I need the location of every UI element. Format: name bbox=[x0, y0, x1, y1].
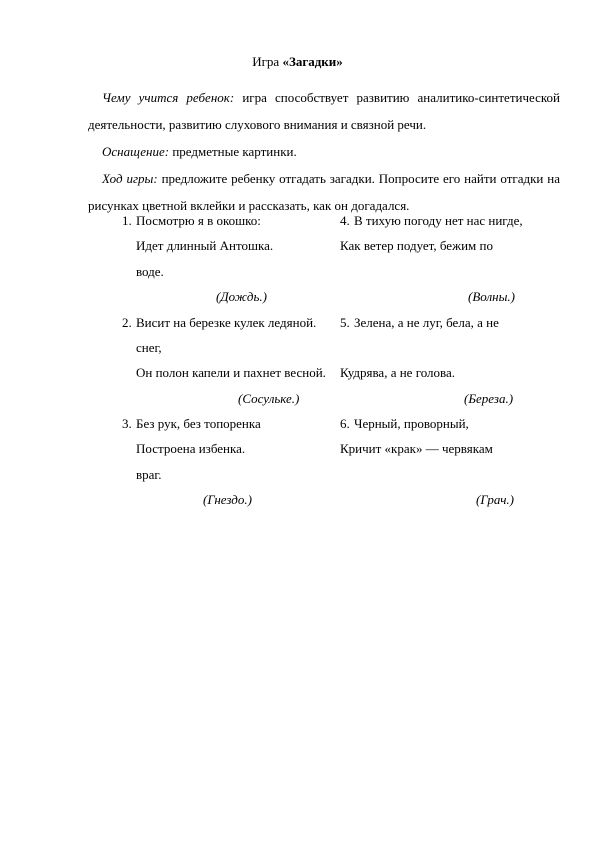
riddle-5-line-2: Кудрява, а не голова. bbox=[340, 365, 456, 380]
riddle-5-answer: (Береза.) bbox=[464, 391, 514, 406]
paragraph-goal-text: игра способствует развитию аналитико-синтетической деятельности, развитию слухового внимания и связной речи. bbox=[88, 90, 560, 132]
riddle-5-line-1: Зелена, а не луг, бела, а не bbox=[354, 315, 499, 330]
paragraph-equipment bbox=[88, 138, 560, 165]
riddle-1-line-3: воде. bbox=[136, 264, 164, 279]
riddle-6-line-1: Черный, проворный, bbox=[354, 416, 469, 431]
riddle-3-line-1: Без рук, без топоренка bbox=[136, 416, 261, 431]
riddle-2-line-2: снег, bbox=[136, 340, 162, 355]
riddle-2-answer: (Сосульке.) bbox=[238, 391, 300, 406]
riddle-1-answer: (Дождь.) bbox=[216, 289, 267, 304]
riddle-4-line-1: В тихую погоду нет нас нигде, bbox=[354, 213, 523, 228]
riddle-6-answer: (Грач.) bbox=[476, 492, 514, 507]
riddle-3-number: 3. bbox=[122, 416, 132, 431]
paragraph-goal bbox=[88, 84, 560, 138]
page-title bbox=[0, 54, 595, 70]
riddle-2-line-1: Висит на березке кулек ледяной. bbox=[136, 315, 317, 330]
riddle-4-answer: (Волны.) bbox=[468, 289, 515, 304]
riddle-5-number: 5. bbox=[340, 315, 350, 330]
riddle-6-line-2: Кричит «крак» — червякам bbox=[340, 441, 493, 456]
paragraph-procedure-text: предложите ребенку отгадать загадки. Попросите его найти отгадки на рисунках цветной вклейки и рассказать, как он догадался. bbox=[88, 171, 560, 213]
paragraph-procedure bbox=[88, 165, 560, 219]
paragraph-goal-label: Чему учится ребенок: bbox=[102, 90, 235, 105]
riddle-4-number: 4. bbox=[340, 213, 350, 228]
riddle-4-line-2: Как ветер подует, бежим по bbox=[340, 238, 493, 253]
riddle-1-line-1: Посмотрю я в окошко: bbox=[136, 213, 261, 228]
paragraph-equipment-text: предметные картинки. bbox=[172, 144, 297, 159]
riddle-1-number: 1. bbox=[122, 213, 132, 228]
paragraph-procedure-label: Ход игры: bbox=[102, 171, 158, 186]
riddle-3-line-2: Построена избенка. bbox=[136, 441, 246, 456]
title-name: «Загадки» bbox=[282, 54, 343, 69]
riddle-2-number: 2. bbox=[122, 315, 132, 330]
riddle-1-line-2: Идет длинный Антошка. bbox=[136, 238, 274, 253]
riddle-2-line-3: Он полон капели и пахнет весной. bbox=[136, 365, 326, 380]
paragraph-equipment-label: Оснащение: bbox=[102, 144, 170, 159]
title-prefix: Игра bbox=[252, 54, 280, 69]
riddle-6-number: 6. bbox=[340, 416, 350, 431]
riddle-3-line-3: враг. bbox=[136, 467, 162, 482]
riddle-3-answer: (Гнездо.) bbox=[203, 492, 252, 507]
